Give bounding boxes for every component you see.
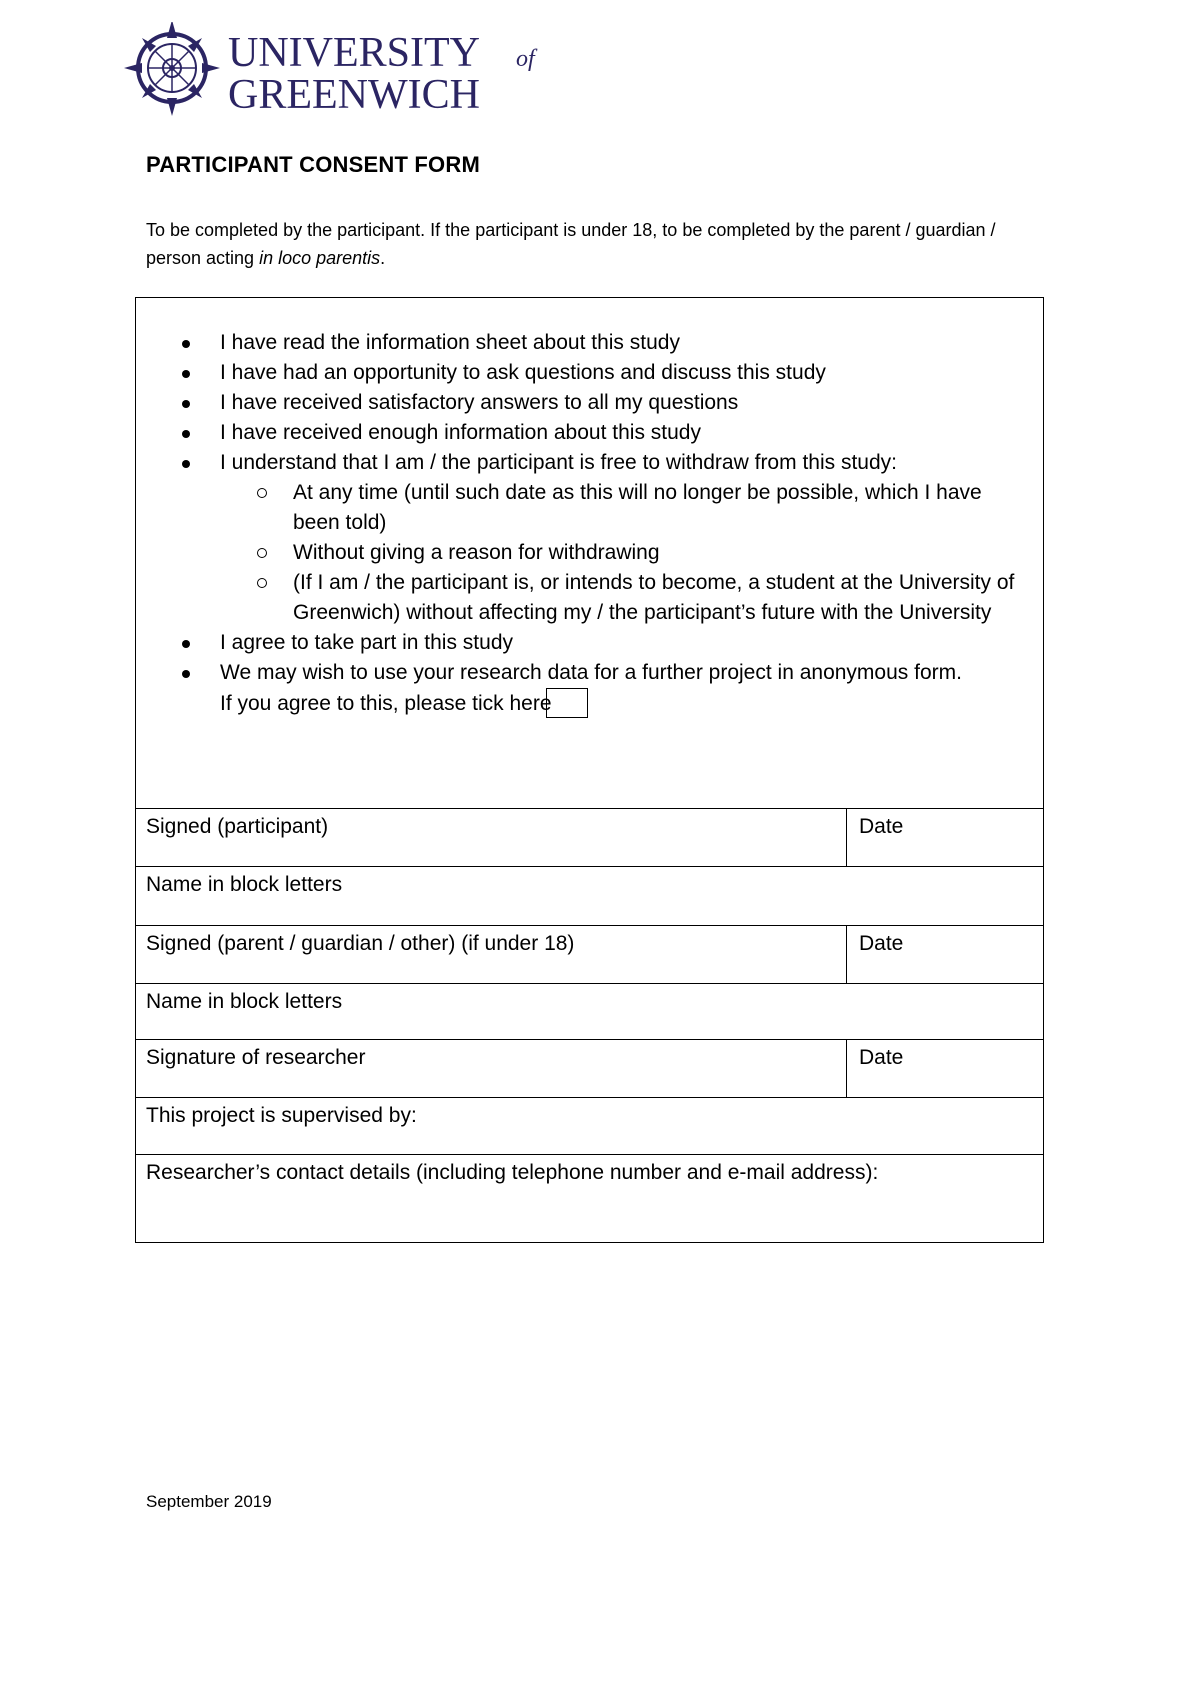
supervised-by-label: This project is supervised by: xyxy=(146,1104,417,1127)
logo-line-university: UNIVERSITY xyxy=(228,30,480,76)
consent-item: I have read the information sheet about this study xyxy=(136,328,1043,358)
withdraw-sub-item: Without giving a reason for withdrawing xyxy=(136,538,1043,568)
name-block-letters-row[interactable] xyxy=(136,983,1043,1039)
date-label: Date xyxy=(859,1046,904,1069)
name-block-letters-label: Name in block letters xyxy=(146,990,343,1013)
researcher-contact-row[interactable] xyxy=(136,1154,1043,1242)
date-label: Date xyxy=(859,815,904,838)
date-label: Date xyxy=(859,932,904,955)
consent-item: I have had an opportunity to ask questions and discuss this study xyxy=(136,358,1043,388)
consent-item: I agree to take part in this study xyxy=(136,628,1043,658)
researcher-signature-label: Signature of researcher xyxy=(146,1046,366,1069)
name-block-letters-row[interactable] xyxy=(136,866,1043,925)
date-field-participant[interactable] xyxy=(846,809,1043,866)
logo-line-greenwich: GREENWICH xyxy=(228,72,480,118)
intro-paragraph xyxy=(146,216,1046,272)
withdraw-sub-item: At any time (until such date as this will no longer be possible, which I have been told) xyxy=(136,478,1043,538)
page-title: PARTICIPANT CONSENT FORM xyxy=(146,152,480,177)
consent-item: I have received satisfactory answers to all my questions xyxy=(136,388,1043,418)
consent-item-further-use: We may wish to use your research data for a further project in anonymous form. If you agree to this, please tick here xyxy=(136,658,1043,719)
compass-rose-icon xyxy=(124,22,220,116)
date-field-parent[interactable] xyxy=(846,926,1043,983)
consent-form-table xyxy=(135,297,1044,1243)
withdraw-sub-item: (If I am / the participant is, or intends to become, a student at the University of Greenwich) without affecting my / the participant’s future with the University xyxy=(136,568,1043,628)
researcher-contact-label: Researcher’s contact details (including telephone number and e-mail address): xyxy=(146,1161,879,1184)
intro-end: . xyxy=(380,248,386,268)
university-logo xyxy=(124,22,564,118)
date-field-researcher[interactable] xyxy=(846,1040,1043,1097)
consent-item: I understand that I am / the participant is free to withdraw from this study: xyxy=(136,448,1043,478)
logo-of: of xyxy=(516,46,535,72)
consent-item: I have received enough information about this study xyxy=(136,418,1043,448)
intro-text: To be completed by the participant. If the participant is under 18, to be completed by the parent / guardian / person acting xyxy=(146,220,996,268)
signed-participant-row xyxy=(136,808,1043,866)
anonymous-data-checkbox[interactable] xyxy=(546,688,588,718)
signed-parent-row xyxy=(136,925,1043,983)
supervised-by-row[interactable] xyxy=(136,1097,1043,1154)
footer-date: September 2019 xyxy=(146,1492,272,1511)
researcher-signature-row xyxy=(136,1039,1043,1097)
consent-list xyxy=(136,328,1043,719)
name-block-letters-label: Name in block letters xyxy=(146,873,343,896)
signed-parent-label: Signed (parent / guardian / other) (if under 18) xyxy=(146,932,575,955)
intro-italic: in loco parentis xyxy=(259,248,381,268)
signed-participant-label: Signed (participant) xyxy=(146,815,329,838)
